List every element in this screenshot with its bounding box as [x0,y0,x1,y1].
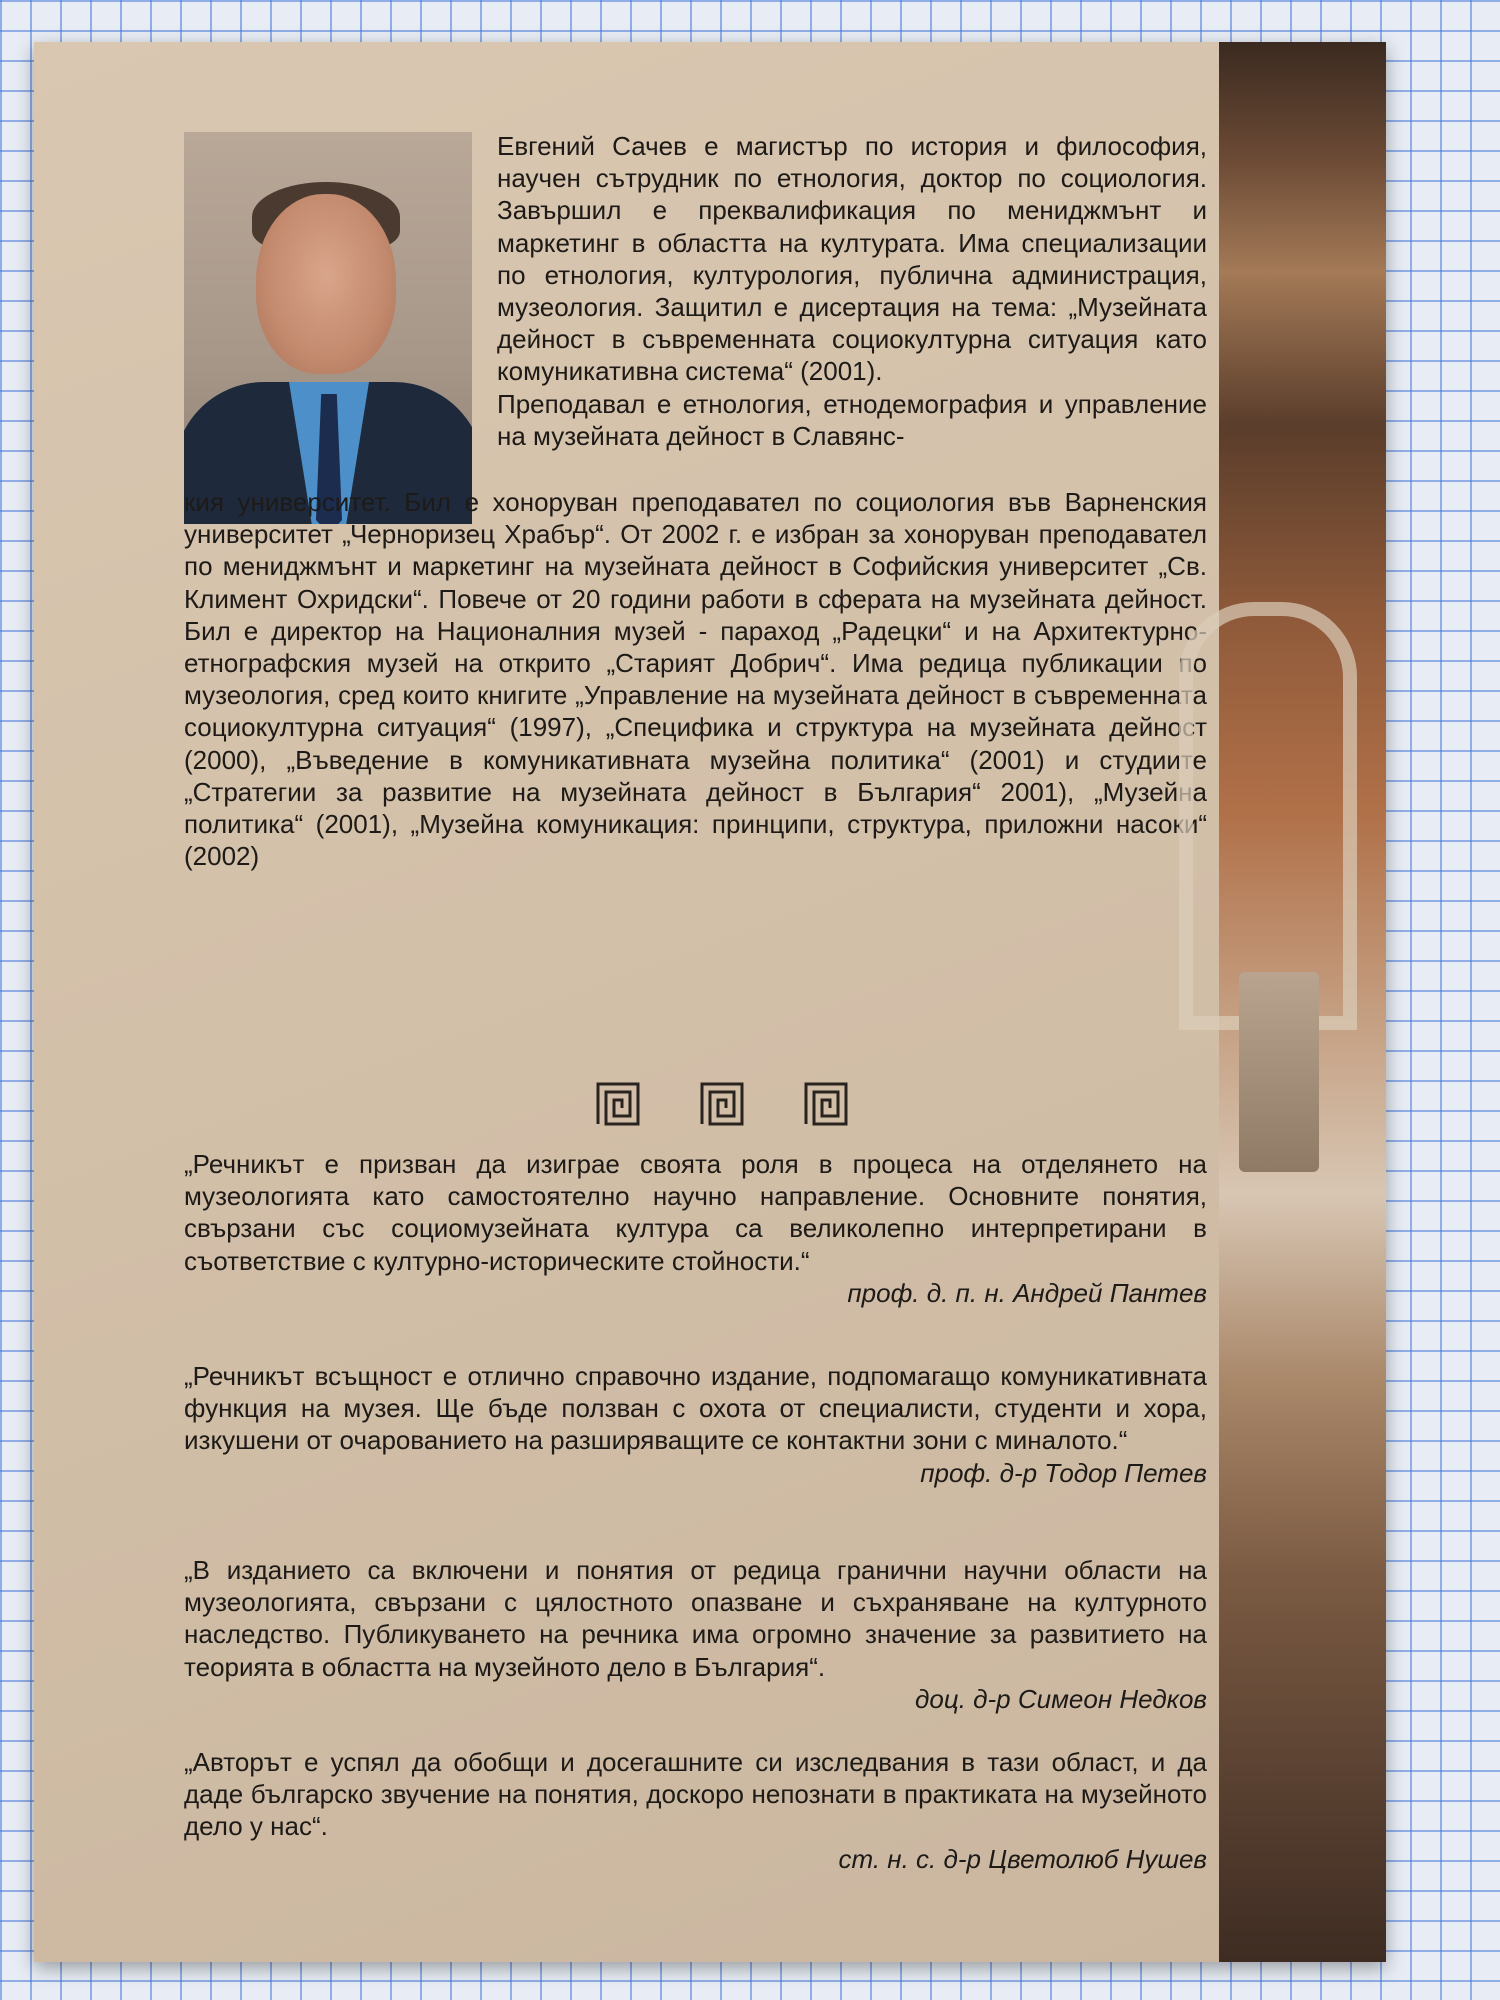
meander-ornament-icon [594,1080,642,1128]
author-bio-intro [497,130,1207,452]
quote-author: проф. д. п. н. Андрей Пантев [847,1277,1207,1308]
bio-intro-text: Евгений Сачев е магистър по история и философия, научен сътрудник по етнология, доктор по социология. Завършил е преквалификация по мениджмънт и маркетинг в областта на културата. Има специализации по етнология, културология, публична администрация, музеология. Защитил е дисертация на тема: „Музейната дейност в съвременната социокултурна ситуация като комуникативна система“ (2001). [497,131,1207,387]
quote-author: доц. д-р Симеон Недков [915,1683,1207,1714]
review-quote [184,1148,1207,1309]
fresco-arch [1179,602,1357,1030]
fresco-pillar [1239,972,1319,1172]
quote-author: проф. д-р Тодор Петев [920,1457,1207,1488]
quote-author: ст. н. с. д-р Цветолюб Нушев [838,1843,1207,1874]
quote-text: „Речникът е призван да изиграе своята роля в процеса на отделянето на музеологията като самостоятелно научно направление. Основните понятия, свързани със социомузейната култура са великолепно интерпретирани в съответствие с културно-историческите стойности.“ [184,1149,1207,1276]
bio-career-start: Преподавал е етнология, етнодемография и управление на музейната дейност в Славянс- [497,388,1207,451]
ornament-row [594,1080,850,1128]
quote-text: „Авторът е успял да обобщи и досегашните си изследвания в тази област, и да даде българско звучение на понятия, доскоро непознати в практиката на музейното дело у нас“. [184,1747,1207,1842]
author-bio-career [184,486,1207,872]
book-back-cover [34,42,1386,1962]
review-quote [184,1746,1207,1875]
quote-text: „В изданието са включени и понятия от редица гранични научни области на музеологията, свързани с цялостното опазване и съхраняване на културното наследство. Публикуването на речника има огромно значение за развитието на теорията в областта на музейното дело в България“. [184,1555,1207,1682]
quote-text: „Речникът всъщност е отлично справочно издание, подпомагащо комуникативната функция на музея. Ще бъде ползван с охота от специалисти, студенти и хора, изкушени от очарованието на разширяващите се контактни зони с миналото.“ [184,1361,1207,1456]
meander-ornament-icon [802,1080,850,1128]
fresco-strip-image [1219,42,1386,1962]
portrait-head [256,194,396,374]
cover-panel [34,42,1219,1962]
review-quote [184,1554,1207,1715]
bio-career-text: кия университет. Бил е хоноруван преподавател по социология във Варненския университет „Черноризец Храбър“. От 2002 г. е избран за хоноруван преподавател по мениджмънт и маркетинг на музейната дейност в Софийския университет „Св. Климент Охридски“. Повече от 20 години работи в сферата на музейната дейност. Бил е директор на Националния музей - параход „Радецки“ и на Архитектурно-етнографския музей на открито „Старият Добрич“. Има редица публикации по музеология, сред които книгите „Управление на музейната дейност в съвременната социокултурна ситуация“ (1997), „Специфика и структура на музейната дейност (2000), „Въведение в комуникативната музейна политика“ (2001) и студиите „Стратегии за развитие на музейната дейност в България“ 2001), „Музейна политика“ (2001), „Музейна комуникация: принципи, структура, приложни насоки“ (2002) [184,487,1207,872]
author-portrait [184,132,472,524]
meander-ornament-icon [698,1080,746,1128]
review-quote [184,1360,1207,1489]
